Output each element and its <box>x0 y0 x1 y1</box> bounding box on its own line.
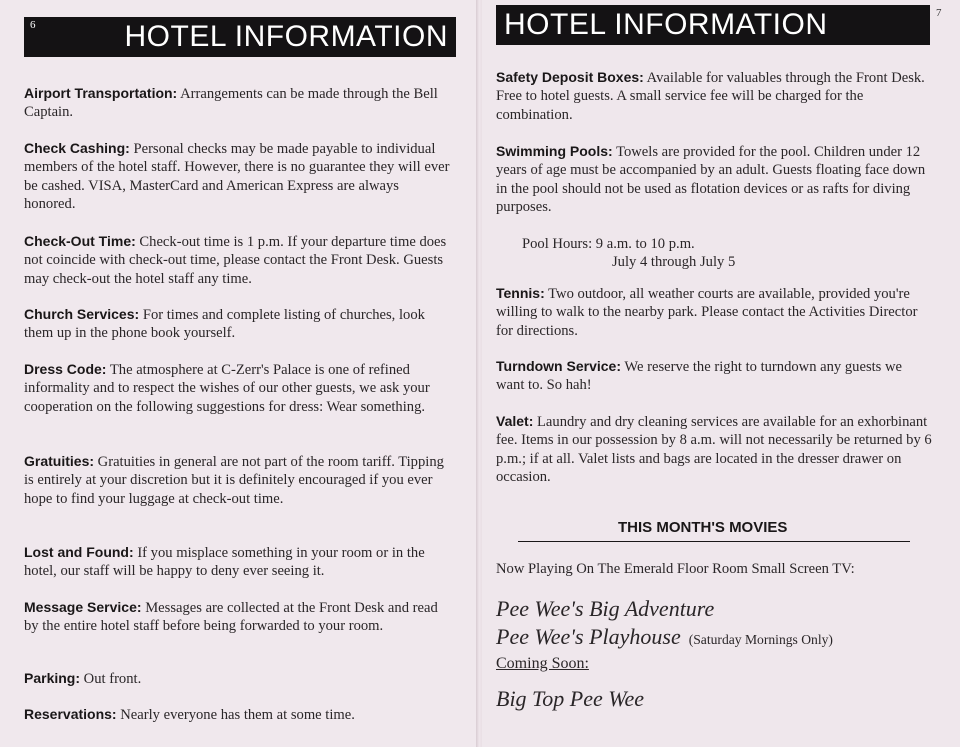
entry-text: Messages are collected at the Front Desk and read by the entire hotel staff before being forwarded to your room. <box>24 600 438 635</box>
entry-text: Towels are provided for the pool. Children under 12 years of age must be accompanied by an adult. Guests floating face down in the pool should not be used as flotation devices or as rafts for diving purposes. <box>496 144 926 216</box>
entry-check-cashing <box>24 139 452 214</box>
page-number: 7 <box>936 7 942 19</box>
entry-swimming-pools <box>496 142 932 217</box>
entry-text: Nearly everyone has them at some time. <box>120 707 355 723</box>
entry-text: Check-out time is 1 p.m. If your departure time does not coincide with check-out time, please contact the Front Desk. Guests may check-out the hotel staff any time. <box>24 234 447 287</box>
entry-term: Safety Deposit Boxes: <box>496 69 644 85</box>
entry-reservations <box>24 705 452 724</box>
entry-text: The atmosphere at C-Zerr's Palace is one of refined informality and to respect the wishes of our other guests, we ask your cooperation on the following suggestions for dress: Wear something. <box>24 362 430 415</box>
banner-title: HOTEL INFORMATION <box>504 8 828 41</box>
entry-term: Valet: <box>496 413 534 429</box>
coming-soon-title: Big Top Pee Wee <box>496 686 645 711</box>
entry-term: Airport Transportation: <box>24 85 178 101</box>
entry-text: Available for valuables through the Front Desk. Free to hotel guests. A small service fee will be charged for the combination. <box>496 70 925 123</box>
film-title <box>496 624 833 650</box>
entry-term: Lost and Found: <box>24 544 134 560</box>
entry-turndown-service <box>496 357 932 395</box>
film-title <box>496 596 714 622</box>
coming-soon-label: Coming Soon: <box>496 655 589 672</box>
right-page <box>482 0 960 747</box>
left-page <box>0 0 478 747</box>
entry-term: Check-Out Time: <box>24 233 136 249</box>
pool-hours-line2: July 4 through July 5 <box>612 254 736 271</box>
entry-term: Parking: <box>24 670 81 686</box>
entry-term: Check Cashing: <box>24 140 130 156</box>
page-number: 6 <box>30 19 36 31</box>
entry-text: We reserve the right to turndown any guests we want to. So hah! <box>496 359 903 394</box>
entry-text: Gratuities in general are not part of the room tariff. Tipping is entirely at your discretion but it is definitely encouraged if you ever hope to find your luggage at check-out time. <box>24 454 444 507</box>
entry-term: Turndown Service: <box>496 358 621 374</box>
entry-valet <box>496 412 932 487</box>
movies-divider <box>518 541 910 542</box>
entry-airport-transportation <box>24 84 452 122</box>
banner-title: HOTEL INFORMATION <box>124 20 448 53</box>
entry-text: Arrangements can be made through the Bell Captain. <box>24 86 438 121</box>
entry-safety-deposit-boxes <box>496 68 932 124</box>
left-banner <box>24 17 456 57</box>
right-banner <box>496 5 942 45</box>
entry-text: Personal checks may be made payable to individual members of the hotel staff. However, there is no guarantee they will ever be cashed. VISA, MasterCard and American Express are always honored. <box>24 141 450 213</box>
entry-message-service <box>24 598 452 636</box>
now-playing: Now Playing On The Emerald Floor Room Small Screen TV: <box>496 561 855 577</box>
film-name: Pee Wee's Playhouse <box>496 624 681 649</box>
entry-dress-code <box>24 360 452 416</box>
entry-check-out-time <box>24 232 452 288</box>
entry-term: Gratuities: <box>24 453 95 469</box>
entry-text: Out front. <box>83 671 142 687</box>
entry-term: Reservations: <box>24 706 117 722</box>
pool-hours <box>522 235 735 272</box>
entry-text: For times and complete listing of churches, look them up in the phone book yourself. <box>24 307 425 342</box>
entry-lost-and-found <box>24 543 452 581</box>
film-name: Pee Wee's Big Adventure <box>496 596 715 621</box>
entry-term: Church Services: <box>24 306 140 322</box>
entry-church-services <box>24 305 452 343</box>
entry-tennis <box>496 284 932 340</box>
entry-text: Laundry and dry cleaning services are available for an exhorbinant fee. Items in our possession by 8 a.m. will not necessarily be returned by 6 p.m.; if at all. Valet lists and bags are located in the dresser drawer on occasion. <box>496 414 932 486</box>
entry-term: Swimming Pools: <box>496 143 613 159</box>
entry-term: Dress Code: <box>24 361 107 377</box>
entry-gratuities <box>24 452 452 508</box>
entry-text: Two outdoor, all weather courts are available, provided you're willing to walk to the nearby park. Please contact the Activities Director for directions. <box>496 286 918 339</box>
entry-term: Tennis: <box>496 285 545 301</box>
entry-text: If you misplace something in your room or in the hotel, our staff will be happy to deny ever seeing it. <box>24 545 425 580</box>
movies-heading: THIS MONTH'S MOVIES <box>618 519 788 536</box>
entry-parking <box>24 669 452 688</box>
entry-term: Message Service: <box>24 599 142 615</box>
pool-hours-line1: Pool Hours: 9 a.m. to 10 p.m. <box>522 236 695 252</box>
film-note: (Saturday Mornings Only) <box>688 632 833 647</box>
